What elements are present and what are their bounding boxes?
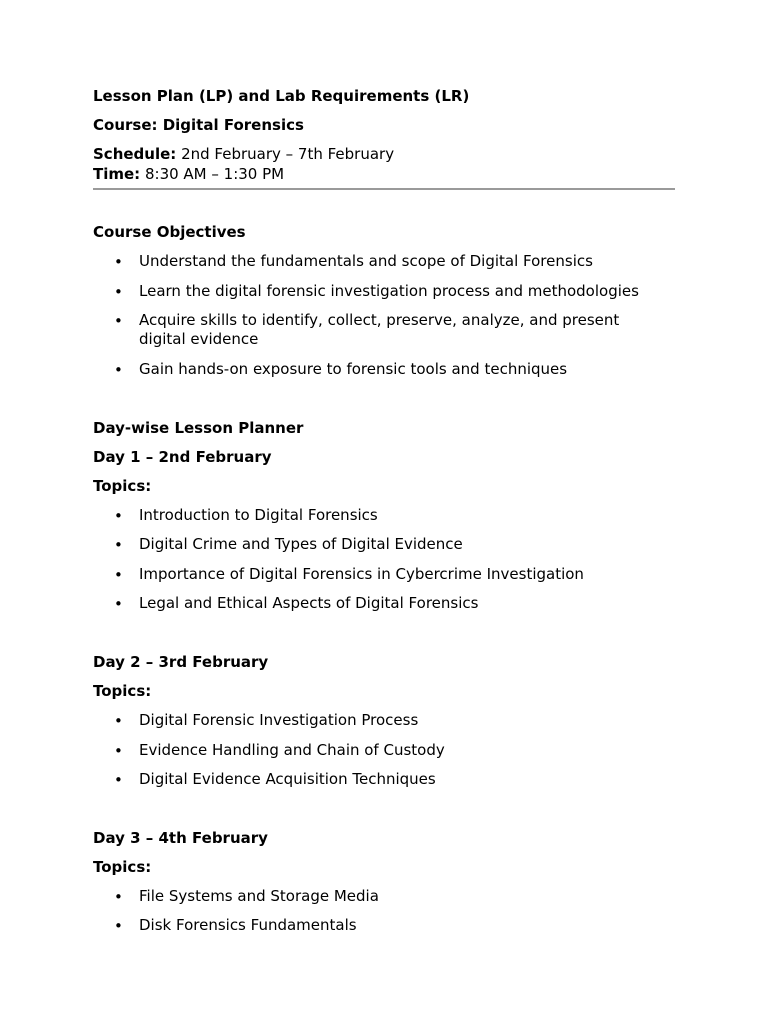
bullet-icon: • (114, 566, 123, 584)
topic-item: Disk Forensics Fundamentals (139, 916, 357, 934)
day-title: Day 1 – 2nd February (93, 448, 272, 466)
bullet-icon: • (114, 712, 123, 730)
course-name: Course: Digital Forensics (93, 116, 304, 134)
bullet-icon: • (114, 771, 123, 789)
time-label: Time: (93, 165, 141, 183)
topic-item: Importance of Digital Forensics in Cybercrime Investigation (139, 565, 584, 583)
topics-label: Topics: (93, 477, 152, 495)
bullet-icon: • (114, 742, 123, 760)
bullet-icon: • (114, 253, 123, 271)
schedule-line (93, 145, 394, 163)
bullet-icon: • (114, 595, 123, 613)
bullet-icon: • (114, 361, 123, 379)
schedule-value: 2nd February – 7th February (181, 145, 395, 163)
objective-item: Understand the fundamentals and scope of Digital Forensics (139, 252, 593, 270)
time-line (93, 165, 284, 183)
document-title: Lesson Plan (LP) and Lab Requirements (LR) (93, 87, 470, 105)
topic-item: Digital Crime and Types of Digital Evidence (139, 535, 463, 553)
bullet-icon: • (114, 888, 123, 906)
topic-item: Evidence Handling and Chain of Custody (139, 741, 445, 759)
topics-label: Topics: (93, 682, 152, 700)
topic-item: Digital Forensic Investigation Process (139, 711, 419, 729)
bullet-icon: • (114, 536, 123, 554)
topics-label: Topics: (93, 858, 152, 876)
bullet-icon: • (114, 507, 123, 525)
objectives-heading: Course Objectives (93, 223, 246, 241)
topic-item: File Systems and Storage Media (139, 887, 379, 905)
day-title: Day 3 – 4th February (93, 829, 268, 847)
day-title: Day 2 – 3rd February (93, 653, 269, 671)
bullet-icon: • (114, 283, 123, 301)
objective-item: Learn the digital forensic investigation process and methodologies (139, 282, 639, 300)
section-divider (93, 188, 675, 190)
topic-item: Introduction to Digital Forensics (139, 506, 378, 524)
bullet-icon: • (114, 312, 123, 330)
objective-item: Gain hands-on exposure to forensic tools and techniques (139, 360, 568, 378)
topic-item: Legal and Ethical Aspects of Digital Forensics (139, 594, 479, 612)
planner-heading: Day-wise Lesson Planner (93, 419, 304, 437)
time-value: 8:30 AM – 1:30 PM (144, 165, 285, 183)
objective-item: Acquire skills to identify, collect, preserve, analyze, and present digital evidence (139, 311, 620, 348)
bullet-icon: • (114, 917, 123, 935)
topic-item: Digital Evidence Acquisition Techniques (139, 770, 436, 788)
schedule-label: Schedule: (93, 145, 177, 163)
